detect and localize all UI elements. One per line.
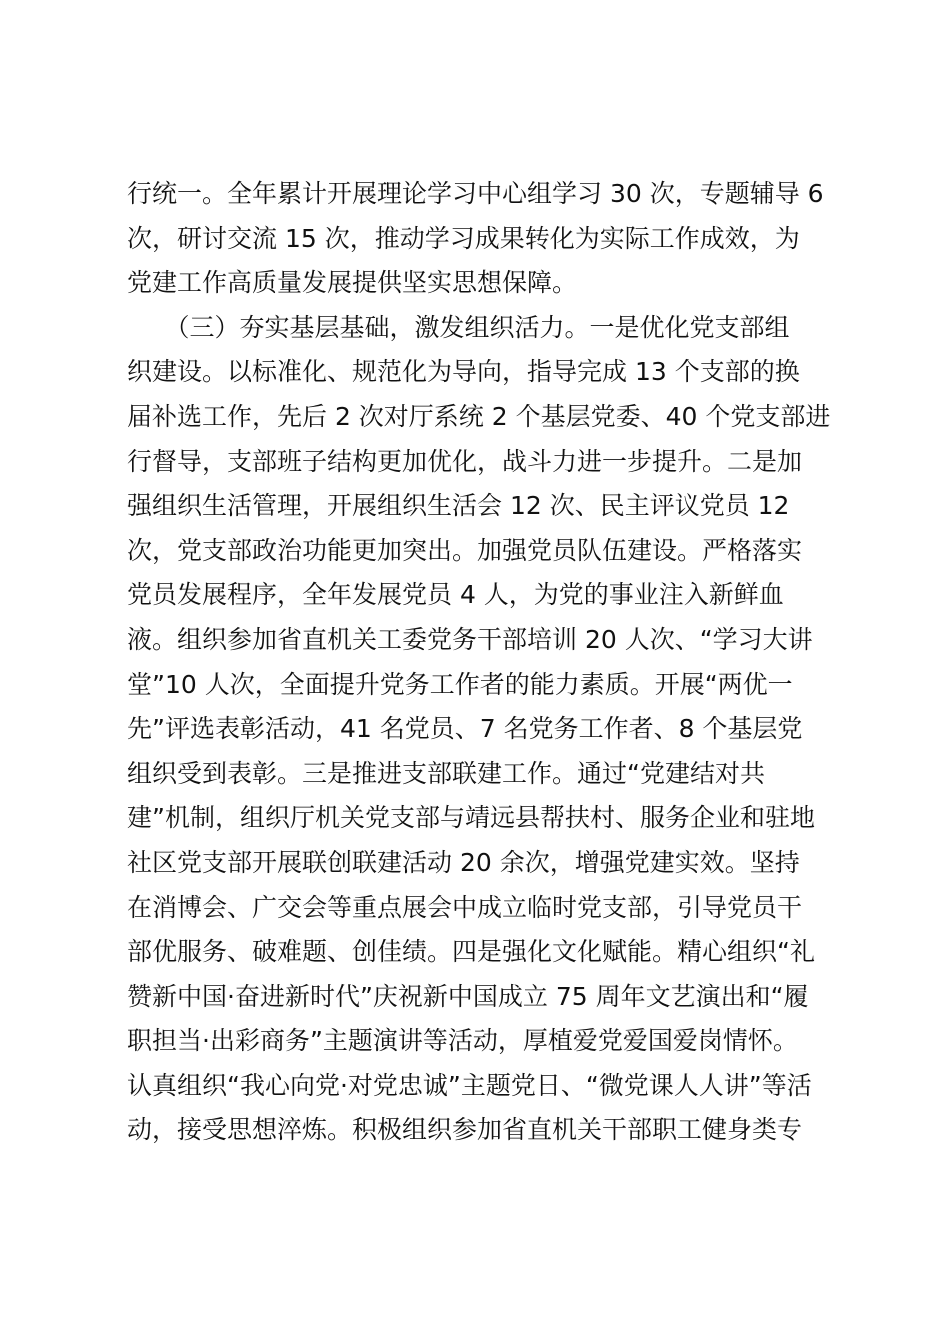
text-line: 次，党支部政治功能更加突出。加强党员队伍建设。严格落实: [127, 535, 803, 565]
text-line: 织建设。以标准化、规范化为导向，指导完成 13 个支部的换: [127, 357, 800, 387]
text-line: 社区党支部开展联创联建活动 20 余次，增强党建实效。坚持: [127, 847, 800, 877]
text-line: 组织受到表彰。三是推进支部联建工作。通过“党建结对共: [127, 758, 765, 788]
section-heading-line: （三）夯实基层基础，激发组织活力。一是优化党支部组: [127, 312, 790, 342]
text-line: 在消博会、广交会等重点展会中成立临时党支部，引导党员干: [127, 892, 803, 922]
text-line: 认真组织“我心向党·对党忠诚”主题党日、“微党课人人讲”等活: [127, 1070, 812, 1100]
body-text: [127, 172, 847, 1153]
text-line: 部优服务、破难题、创佳绩。四是强化文化赋能。精心组织“礼: [127, 937, 815, 967]
text-line: 行督导，支部班子结构更加优化，战斗力进一步提升。二是加: [127, 446, 803, 476]
text-line: 次，研讨交流 15 次，推动学习成果转化为实际工作成效，为: [127, 223, 800, 253]
text-line: 堂”10 人次，全面提升党务工作者的能力素质。开展“两优一: [127, 669, 793, 699]
text-line: 行统一。全年累计开展理论学习中心组学习 30 次，专题辅导 6: [127, 179, 824, 208]
text-line: 液。组织参加省直机关工委党务干部培训 20 人次、“学习大讲: [127, 624, 813, 654]
text-line: 强组织生活管理，开展组织生活会 12 次、民主评议党员 12: [127, 491, 790, 521]
text-line: 职担当·出彩商务”主题演讲等活动，厚植爱党爱国爱岗情怀。: [127, 1026, 798, 1056]
text-line: 赞新中国·奋进新时代”庆祝新中国成立 75 周年文艺演出和“履: [127, 981, 809, 1011]
text-line: 动，接受思想淬炼。积极组织参加省直机关干部职工健身类专: [127, 1115, 803, 1145]
text-line: 党建工作高质量发展提供坚实思想保障。: [127, 268, 578, 298]
text-line: 先”评选表彰活动，41 名党员、7 名党务工作者、8 个基层党: [127, 714, 803, 744]
text-line: 党员发展程序，全年发展党员 4 人，为党的事业注入新鲜血: [127, 580, 784, 610]
text-line: 届补选工作，先后 2 次对厅系统 2 个基层党委、40 个党支部进: [127, 401, 831, 431]
text-line: 建”机制，组织厅机关党支部与靖远县帮扶村、服务企业和驻地: [127, 803, 815, 833]
